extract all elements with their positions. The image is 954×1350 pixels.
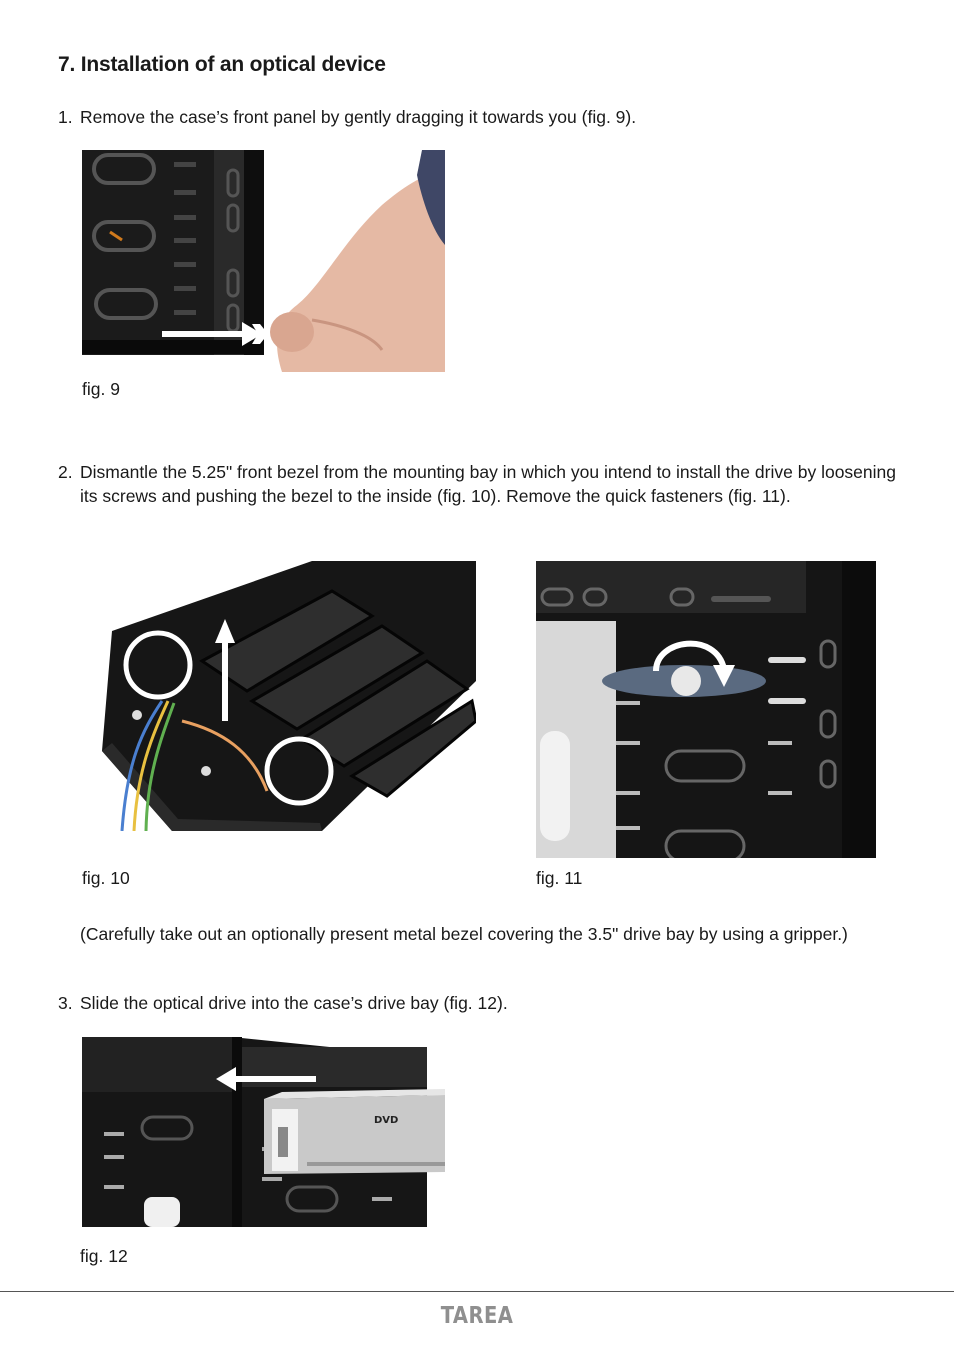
- figure-10-photo: [82, 561, 476, 831]
- figure-10-caption: fig. 10: [82, 868, 130, 888]
- figure-9-caption: fig. 9: [82, 379, 120, 399]
- figure-11-photo: [536, 561, 876, 858]
- step-3-text: Slide the optical drive into the case’s drive bay (fig. 12).: [80, 993, 508, 1013]
- footer-brand: TAREA: [440, 1303, 514, 1329]
- drive-dvd-logo: DVD: [374, 1115, 399, 1126]
- figure-9-photo: [82, 150, 445, 372]
- figure-11-caption: fig. 11: [536, 868, 583, 888]
- step-3-number: 3.: [58, 993, 73, 1013]
- note-text: (Carefully take out an optionally present metal bezel covering the 3.5" drive bay by using a gripper.): [80, 924, 848, 944]
- section-heading: 7. Installation of an optical device: [58, 53, 386, 76]
- step-2-number: 2.: [58, 462, 73, 482]
- step-1-text: Remove the case’s front panel by gently dragging it towards you (fig. 9).: [80, 107, 637, 127]
- figure-12-caption: fig. 12: [80, 1246, 128, 1266]
- step-2-text: Dismantle the 5.25" front bezel from the mounting bay in which you intend to install the drive by loosening its screws and pushing the bezel to the inside (fig. 10). Remove the quick fasteners (fig. 11).: [80, 462, 896, 506]
- step-1-number: 1.: [58, 107, 73, 127]
- figure-12-photo: [82, 1037, 445, 1227]
- footer-divider: [0, 1291, 954, 1292]
